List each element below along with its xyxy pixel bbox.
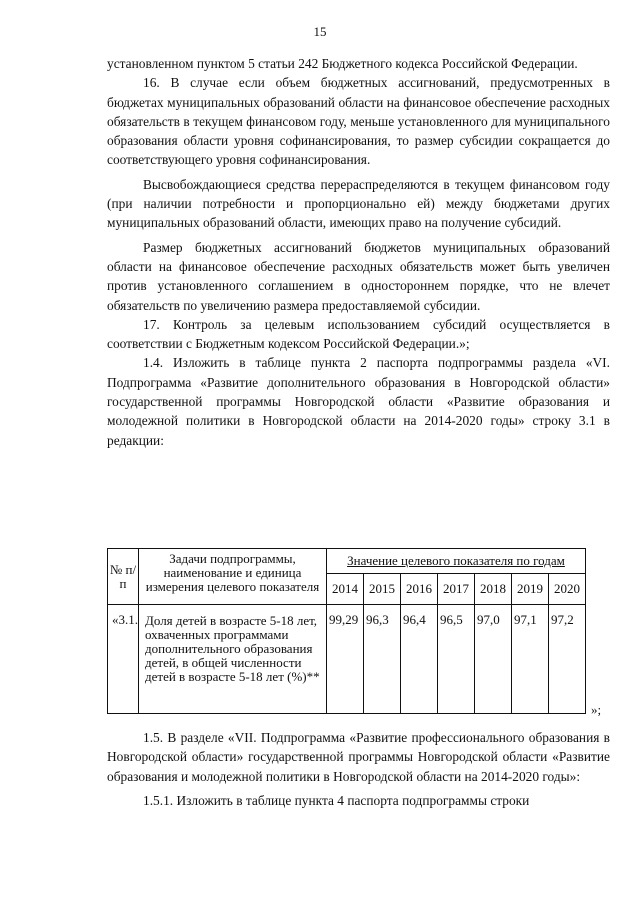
row-task: Доля детей в возрасте 5-18 лет, охваченных программами дополнительного образования детей, в общей численности детей в возрасте 5-18 лет (%)** [139,605,327,714]
header-task: Задачи подпрограммы, наименование и единица измерения целевого показателя [139,549,327,605]
target-indicator-table [107,548,586,714]
table-closing-quote: »; [591,702,602,717]
paragraph: 17. Контроль за целевым использованием субсидий осуществляется в соответствии с Бюджетным кодексом Российской Федерации.»; [107,316,610,352]
year-cell: 2019 [512,574,549,605]
year-cell: 2016 [401,574,438,605]
target-indicator-table-wrapper [107,548,610,714]
year-cell: 2020 [549,574,586,605]
table-row [108,605,586,714]
row-number: «3.1. [108,605,139,714]
document-body-continued [107,728,610,810]
paragraph: установленном пунктом 5 статьи 242 Бюджетного кодекса Российской Федерации. [107,56,578,71]
value-cell: 99,29 [327,605,364,714]
paragraph: 16. В случае если объем бюджетных ассигнований, предусмотренных в бюджетах муниципальных образований области на финансовое обеспечение расходных обязательств в текущем финансовом году, меньше установленного для муниципального образования области уровня софинансирования, то размер субсидии сокращается до соответствующего уровня софинансирования. [107,75,610,168]
year-cell: 2018 [475,574,512,605]
year-cell: 2015 [364,574,401,605]
page-number: 15 [313,24,327,39]
value-cell: 97,0 [475,605,512,714]
year-cell: 2014 [327,574,364,605]
value-cell: 96,5 [438,605,475,714]
value-cell: 97,2 [549,605,586,714]
header-num: № п/п [108,549,139,605]
header-values-group [327,549,586,574]
paragraph: Размер бюджетных ассигнований бюджетов муниципальных образований области на финансовое обеспечение расходных обязательств может быть увеличен против установленного соглашением в одностороннем порядке, что не влечет обязательств по увеличению размера предоставляемой субсидии. [107,239,610,313]
paragraph: 1.5.1. Изложить в таблице пункта 4 паспорта подпрограммы строки [143,792,530,808]
value-cell: 96,4 [401,605,438,714]
value-cell: 97,1 [512,605,549,714]
paragraph: Высвобождающиеся средства перераспределяются в текущем финансовом году (при наличии потребности и пропорционально ей) между бюджетами других муниципальных образований области, имеющих право на получение субсидий. [107,176,610,231]
year-cell: 2017 [438,574,475,605]
paragraph: 1.5. В разделе «VII. Подпрограмма «Развитие профессионального образования в Новгородской области» государственной программы Новгородской области «Развитие образования и молодежной политики в Новгородской области на 2014-2020 годы»: [107,730,610,784]
document-body [107,54,610,450]
header-values-group-label: Значение целевого показателя по годам [347,553,565,568]
paragraph: 1.4. Изложить в таблице пункта 2 паспорта подпрограммы раздела «VI. Подпрограмма «Развитие дополнительного образования в Новгородской области» государственной программы Новгородской области «Развитие образования и молодежной политики в Новгородской области на 2014-2020 годы» строку 3.1 в редакции: [107,355,610,448]
value-cell: 96,3 [364,605,401,714]
